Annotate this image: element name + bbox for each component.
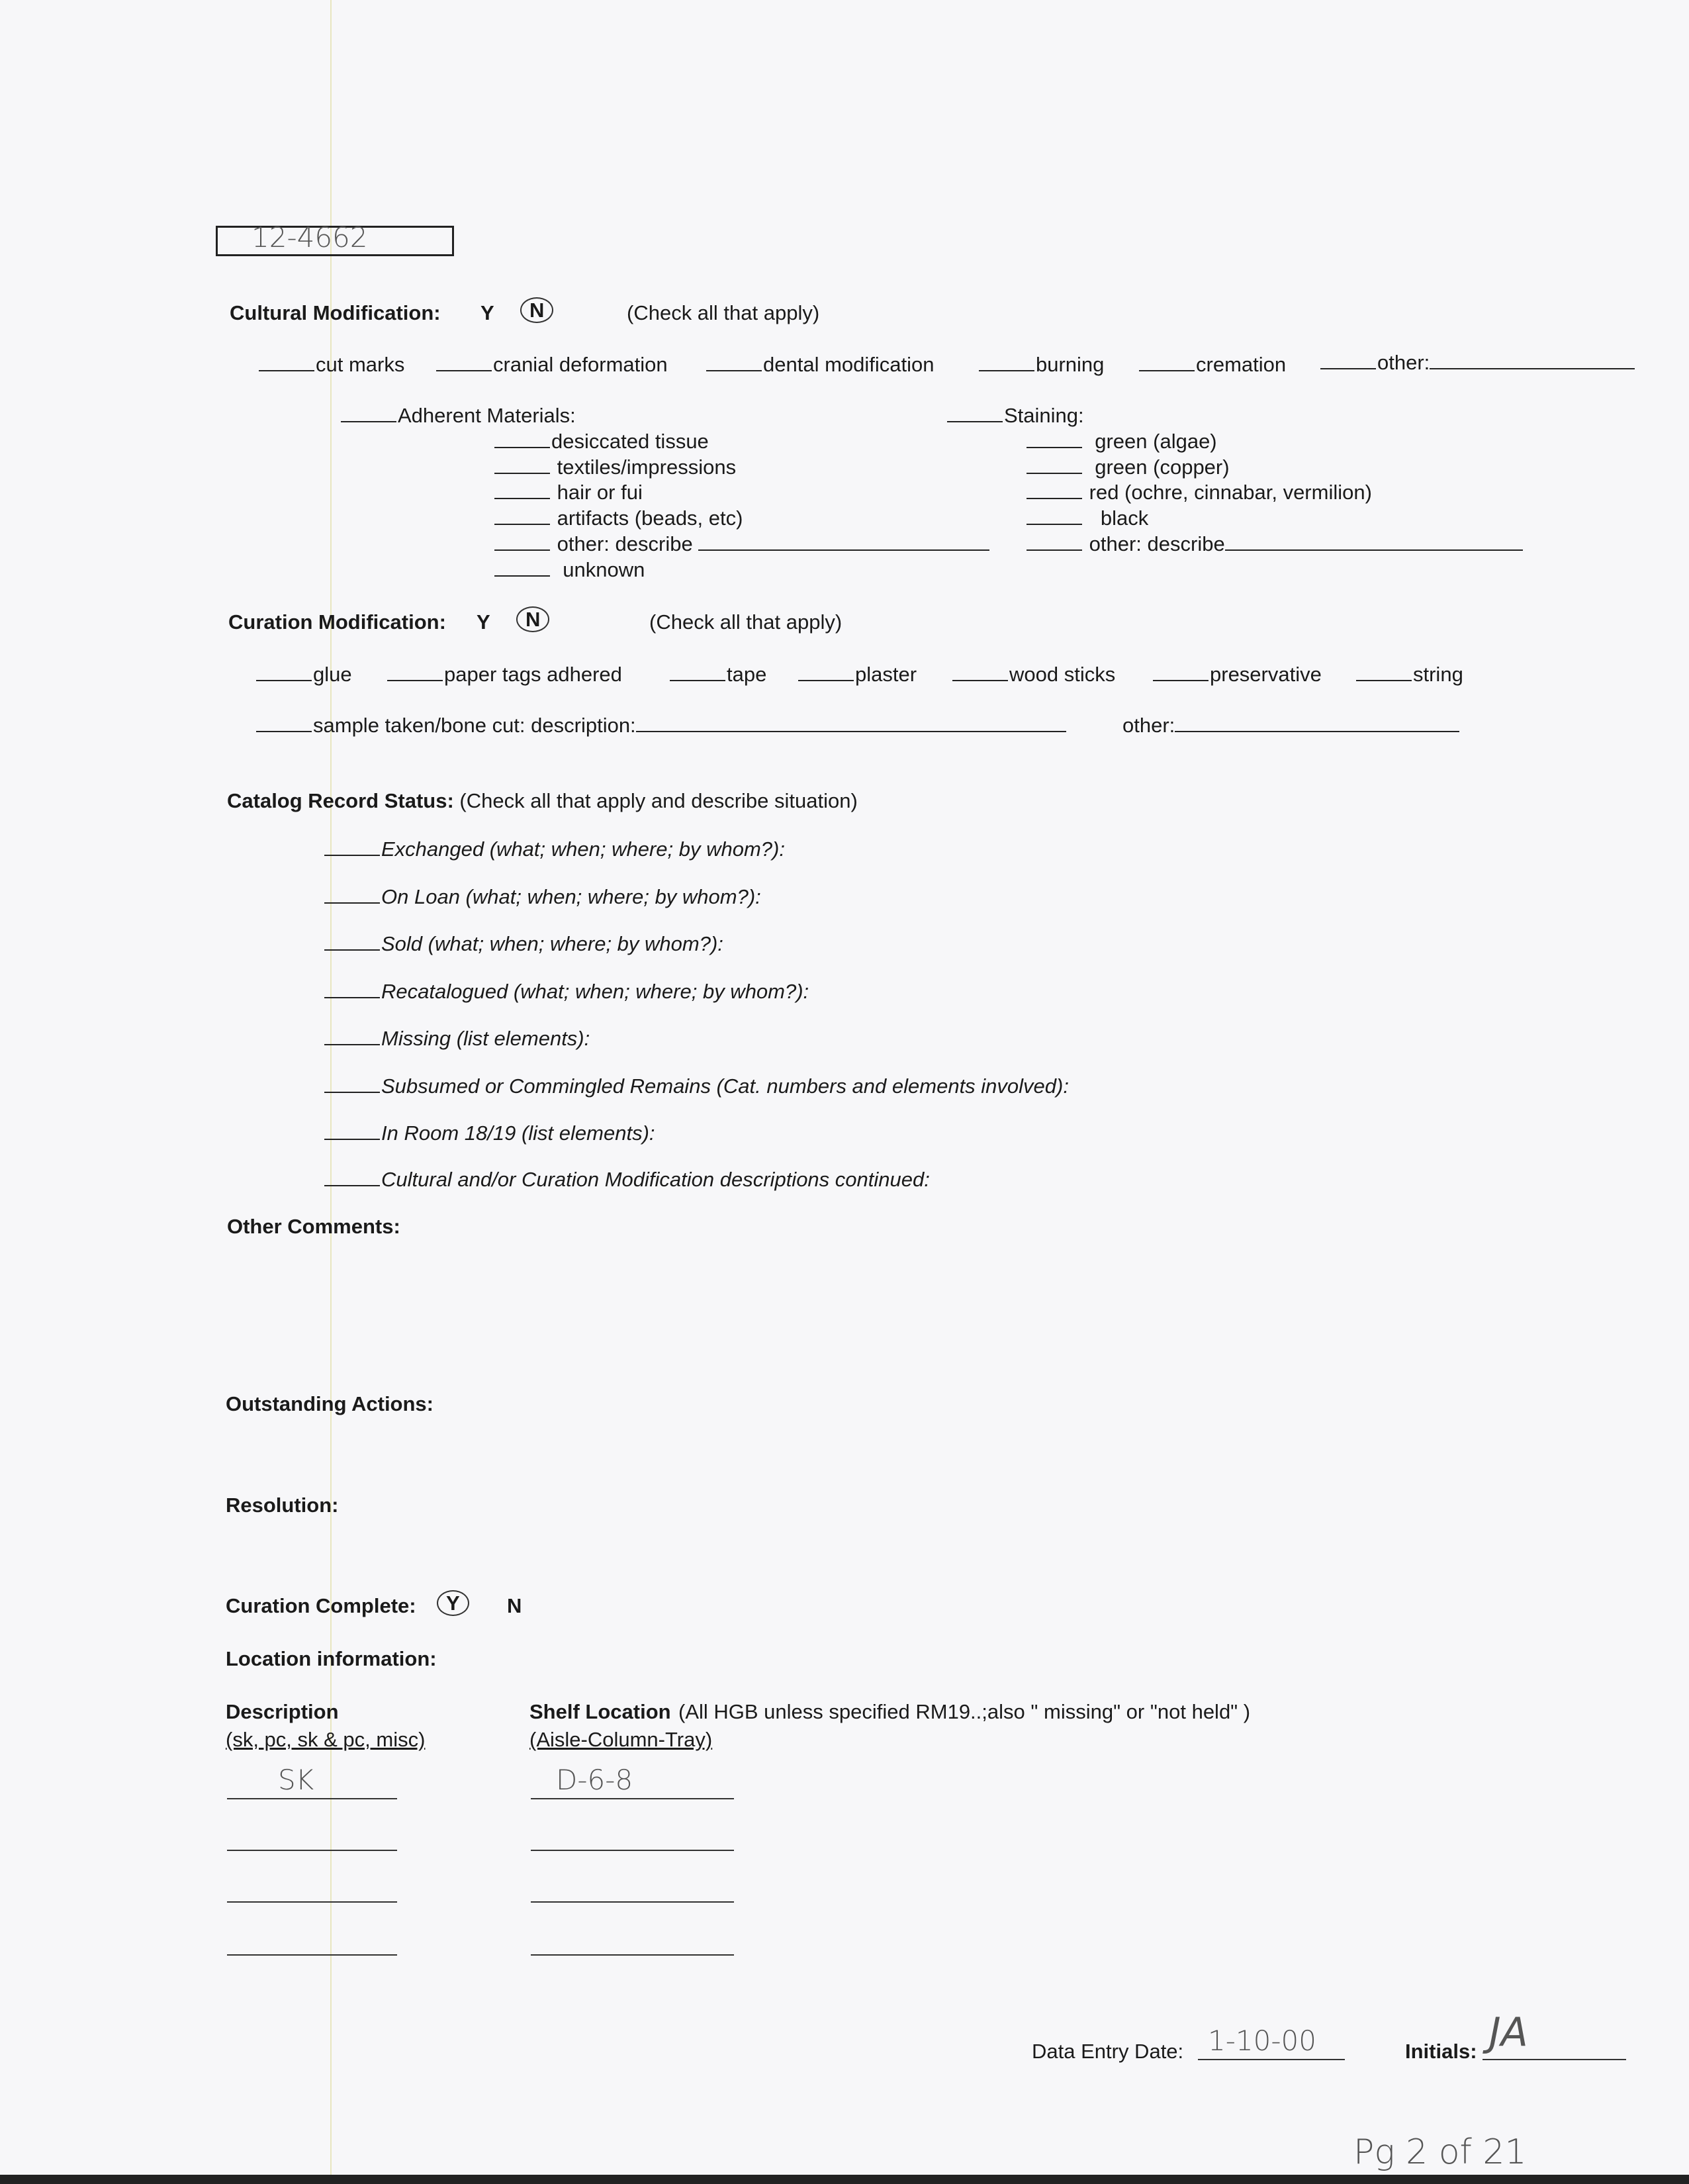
cultural-item[interactable]: cut marks bbox=[259, 354, 404, 375]
staining-item[interactable]: green (copper) bbox=[1027, 457, 1230, 477]
status-item[interactable]: Subsumed or Commingled Remains (Cat. numbers and elements involved): bbox=[324, 1076, 1069, 1096]
shelf-location-note: (All HGB unless specified RM19..;also " missing" or "not held" ) bbox=[678, 1700, 1251, 1723]
curation-item[interactable]: paper tags adhered bbox=[387, 664, 622, 685]
cultural-item[interactable]: cremation bbox=[1139, 354, 1286, 375]
catalog-number: 12-4662 bbox=[251, 221, 368, 254]
cultural-modification-label: Cultural Modification: bbox=[230, 301, 441, 324]
data-entry-date-label: Data Entry Date: bbox=[1032, 2040, 1184, 2063]
curation-complete-label: Curation Complete: bbox=[226, 1594, 416, 1617]
page-note: Pg 2 of 21 bbox=[1353, 2132, 1527, 2172]
staining-label[interactable]: Staining: bbox=[947, 405, 1084, 426]
curation-item[interactable]: preservative bbox=[1153, 664, 1322, 685]
curation-complete-n[interactable]: N bbox=[507, 1594, 522, 1617]
status-item[interactable]: On Loan (what; when; where; by whom?): bbox=[324, 886, 761, 907]
curation-n-circled[interactable]: N bbox=[516, 606, 549, 632]
status-item[interactable]: Cultural and/or Curation Modification descriptions continued: bbox=[324, 1169, 930, 1190]
shelf-location-field[interactable] bbox=[531, 1954, 734, 1956]
description-field[interactable] bbox=[227, 1798, 397, 1799]
adherent-item[interactable]: unknown bbox=[494, 559, 645, 580]
adherent-item[interactable]: desiccated tissue bbox=[494, 431, 709, 451]
curation-other-field[interactable]: other: bbox=[1122, 715, 1461, 736]
cultural-y[interactable]: Y bbox=[480, 301, 494, 324]
shelf-location-value: D-6-8 bbox=[556, 1764, 633, 1796]
curation-item[interactable]: glue bbox=[256, 664, 352, 685]
adherent-item[interactable]: hair or fui bbox=[494, 482, 643, 502]
curation-y[interactable]: Y bbox=[477, 610, 490, 634]
cultural-item[interactable]: burning bbox=[979, 354, 1104, 375]
sample-taken-field[interactable]: sample taken/bone cut: description: bbox=[256, 715, 1068, 736]
curation-hint: (Check all that apply) bbox=[649, 610, 843, 634]
curation-item[interactable]: tape bbox=[670, 664, 766, 685]
cultural-item[interactable]: cranial deformation bbox=[436, 354, 668, 375]
staining-item[interactable]: red (ochre, cinnabar, vermilion) bbox=[1027, 482, 1372, 502]
status-item[interactable]: Recatalogued (what; when; where; by whom?): bbox=[324, 981, 809, 1002]
staining-item[interactable]: black bbox=[1027, 508, 1148, 528]
data-entry-date-value: 1-10-00 bbox=[1208, 2024, 1316, 2057]
adherent-item[interactable]: textiles/impressions bbox=[494, 457, 736, 477]
shelf-location-field[interactable] bbox=[531, 1798, 734, 1799]
shelf-location-field[interactable] bbox=[531, 1901, 734, 1903]
shelf-location-subheader: (Aisle-Column-Tray) bbox=[529, 1728, 713, 1751]
adherent-item-other[interactable]: other: describe bbox=[494, 534, 991, 554]
status-item[interactable]: Sold (what; when; where; by whom?): bbox=[324, 933, 723, 954]
data-entry-date-field[interactable] bbox=[1198, 2059, 1345, 2060]
description-field[interactable] bbox=[227, 1954, 397, 1956]
scan-edge bbox=[0, 2175, 1689, 2184]
cultural-hint: (Check all that apply) bbox=[627, 301, 820, 324]
resolution-label: Resolution: bbox=[226, 1494, 339, 1517]
adherent-materials-label[interactable]: Adherent Materials: bbox=[341, 405, 576, 426]
catalog-status-heading: Catalog Record Status: (Check all that apply and describe situation) bbox=[227, 789, 858, 812]
staining-item-other[interactable]: other: describe bbox=[1027, 534, 1524, 554]
curation-complete-y-circled[interactable]: Y bbox=[437, 1590, 469, 1616]
staining-item[interactable]: green (algae) bbox=[1027, 431, 1217, 451]
curation-item[interactable]: wood sticks bbox=[952, 664, 1115, 685]
cultural-item-other[interactable]: other: bbox=[1320, 352, 1636, 373]
description-field[interactable] bbox=[227, 1901, 397, 1903]
adherent-item[interactable]: artifacts (beads, etc) bbox=[494, 508, 743, 528]
initials-label: Initials: bbox=[1405, 2040, 1477, 2063]
cultural-n-circled[interactable]: N bbox=[520, 297, 553, 323]
initials-field[interactable] bbox=[1483, 2059, 1626, 2060]
outstanding-actions-label: Outstanding Actions: bbox=[226, 1392, 434, 1415]
status-item[interactable]: In Room 18/19 (list elements): bbox=[324, 1123, 655, 1143]
curation-modification-label: Curation Modification: bbox=[228, 610, 446, 634]
shelf-location-header: Shelf Location bbox=[529, 1700, 671, 1723]
status-item[interactable]: Exchanged (what; when; where; by whom?): bbox=[324, 839, 785, 859]
location-information-label: Location information: bbox=[226, 1647, 437, 1670]
curation-item[interactable]: string bbox=[1356, 664, 1463, 685]
description-header: Description bbox=[226, 1700, 339, 1723]
description-value: SK bbox=[278, 1764, 314, 1796]
cultural-item[interactable]: dental modification bbox=[706, 354, 935, 375]
curation-item[interactable]: plaster bbox=[798, 664, 917, 685]
other-comments-label: Other Comments: bbox=[227, 1215, 400, 1238]
status-item[interactable]: Missing (list elements): bbox=[324, 1028, 590, 1049]
initials-signature: JA bbox=[1489, 2009, 1528, 2056]
description-subheader: (sk, pc, sk & pc, misc) bbox=[226, 1728, 426, 1751]
description-field[interactable] bbox=[227, 1850, 397, 1851]
shelf-location-field[interactable] bbox=[531, 1850, 734, 1851]
